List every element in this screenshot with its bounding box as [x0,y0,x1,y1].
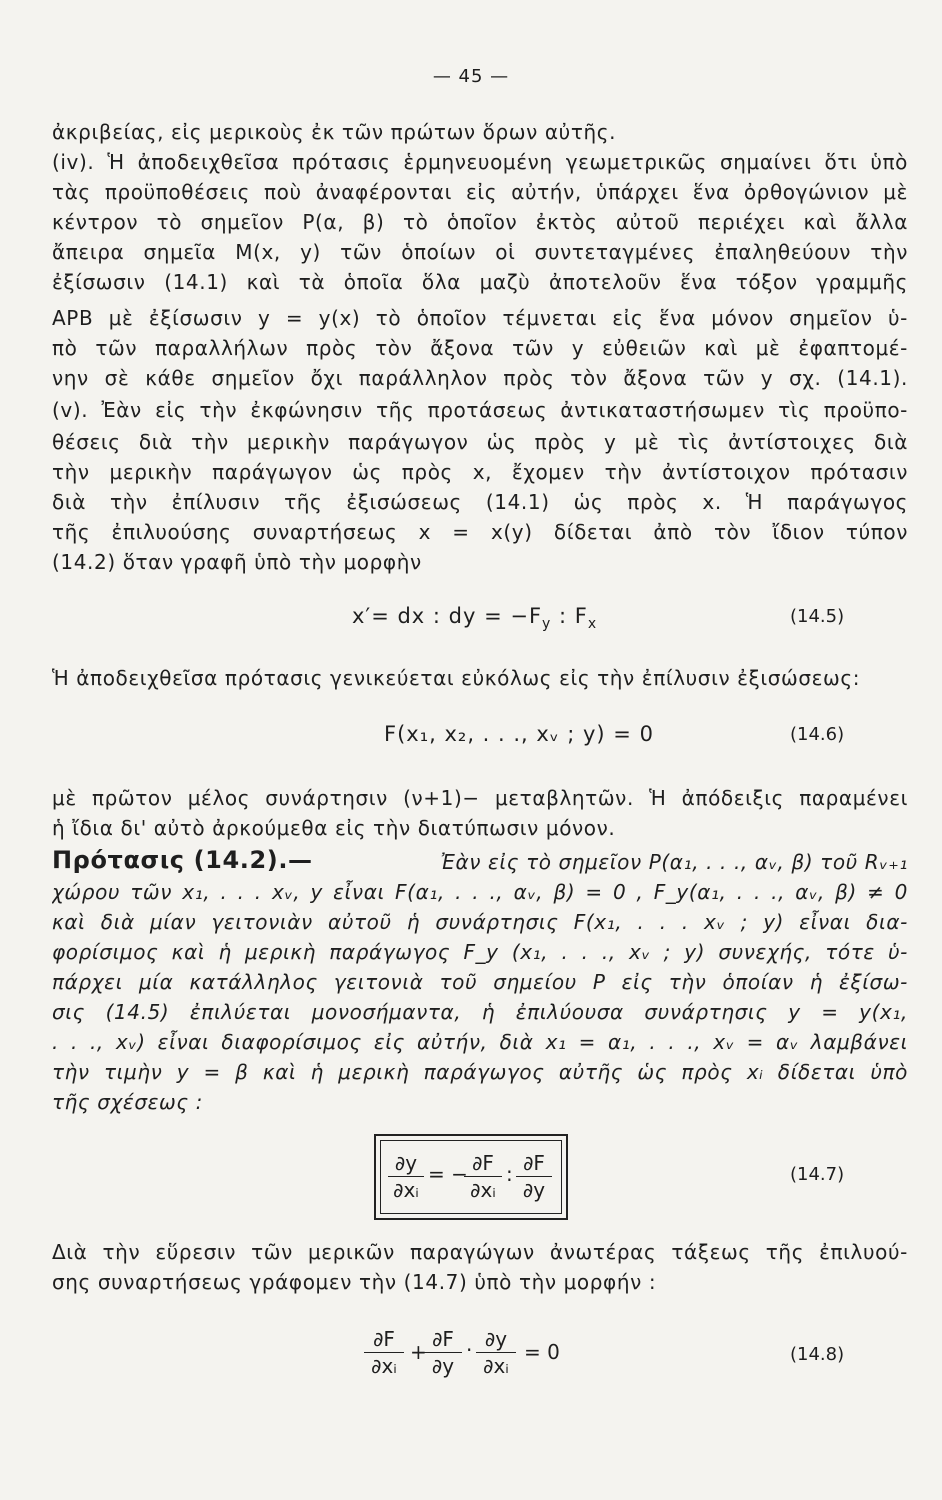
frac-numerator: ∂F [373,1327,395,1351]
eq-14-5-sub-y: y [542,616,552,633]
text-line: (iv). Ἡ ἀποδειχθεῖσα πρότασις ἑρμηνευομένη γεωμετρικῶς σημαίνει ὅτι ὑπὸ [52,150,908,174]
equals-minus: = − [428,1162,468,1186]
text-line: (v). Ἐὰν εἰς τὴν ἐκφώνησιν τῆς προτάσεως ἀντικαταστήσωμεν τὶς προϋπο- [52,398,908,422]
frac-numerator: ∂y [394,1151,418,1175]
equation-14-6: F(x₁, x₂, . . ., xᵥ ; y) = 0 [384,722,654,746]
frac-denominator: ∂xᵢ [388,1176,424,1203]
text-line: τῆς ἐπιλυούσης συναρτήσεως x = x(y) δίδεται ἀπὸ τὸν ἴδιον τύπον [52,520,908,544]
theorem-line: πάρχει μία κατάλληλος γειτονιὰ τοῦ σημείου P εἰς τὴν ὁποίαν ἡ ἐξίσω- [52,970,908,994]
text-line: κέντρον τὸ σημεῖον P(α, β) τὸ ὁποῖον ἐκτὸς αὐτοῦ περιέχει καὶ ἄλλα [52,210,908,234]
text-line: ἡ ἴδια δι' αὐτὸ ἀρκούμεθα εἰς τὴν διατύπωσιν μόνον. [52,816,616,840]
theorem-heading: Πρότασις (14.2).— [52,846,313,874]
fraction-dF-dy [424,1326,462,1379]
plus-operator: + [410,1340,427,1364]
text-line: μὲ πρῶτον μέλος συνάρτησιν (ν+1)− μεταβλητῶν. Ἡ ἀπόδειξις παραμένει [52,786,908,810]
fraction-dF-dy [516,1150,552,1203]
text-line: πὸ τῶν παραλλήλων πρὸς τὸν ἄξονα τῶν y εὐθειῶν καὶ μὲ ἐφαπτομέ- [52,336,908,360]
equation-14-5 [352,604,597,632]
text-line: ἀκριβείας, εἰς μερικοὺς ἐκ τῶν πρώτων ὅρων αὐτῆς. [52,120,617,144]
fraction-dy-dxi [476,1326,516,1379]
fraction-dy-dxi [388,1150,424,1203]
text-line: διὰ τὴν ἐπίλυσιν τῆς ἐξισώσεως (14.1) ὡς πρὸς x. Ἡ παράγωγος [52,490,908,514]
text-line: θέσεις διὰ τὴν μερικὴν παράγωγον ὡς πρὸς y μὲ τὶς ἀντίστοιχες διὰ [52,430,908,454]
equation-label: (14.8) [790,1344,845,1365]
theorem-line: καὶ διὰ μίαν γειτονιὰν αὐτοῦ ἡ συνάρτησις F(x₁, . . . xᵥ ; y) εἶναι δια- [52,910,908,934]
theorem-line: φορίσιμος καὶ ἡ μερικὴ παράγωγος F_y (x₁, . . ., xᵥ ; y) συνεχής, τότε ὑ- [52,940,908,964]
equation-label: (14.7) [790,1164,845,1185]
colon-operator: : [506,1162,513,1186]
equation-label: (14.6) [790,724,845,745]
frac-denominator: ∂xᵢ [364,1352,404,1379]
frac-denominator: ∂y [424,1352,462,1379]
text-line: σης συναρτήσεως γράφομεν τὴν (14.7) ὑπὸ τὴν μορφήν : [52,1270,657,1294]
frac-numerator: ∂F [432,1327,454,1351]
fraction-dF-dxi [464,1150,502,1203]
frac-denominator: ∂xᵢ [476,1352,516,1379]
equals-zero: = 0 [524,1340,560,1364]
text-line: APB μὲ ἐξίσωσιν y = y(x) τὸ ὁποῖον τέμνεται εἰς ἕνα μόνον σημεῖον ὑ- [52,306,908,330]
text-line: νην σὲ κάθε σημεῖον ὄχι παράλληλον πρὸς τὸν ἄξονα τῶν y σχ. (14.1). [52,366,908,390]
dot-operator: · [466,1338,473,1362]
frac-numerator: ∂F [523,1151,545,1175]
text-line: ἐξίσωσιν (14.1) καὶ τὰ ὁποῖα ὅλα μαζὺ ἀποτελοῦν ἕνα τόξον γραμμῆς [52,270,908,294]
text-line: Διὰ τὴν εὕρεσιν τῶν μερικῶν παραγώγων ἀνωτέρας τάξεως τῆς ἐπιλυού- [52,1240,908,1264]
theorem-line: χώρου τῶν x₁, . . . xᵥ, y εἶναι F(α₁, . . ., αᵥ, β) = 0 , F_y(α₁, . . ., αᵥ, β) ≠ 0 [52,880,908,904]
theorem-line: . . ., xᵥ) εἶναι διαφορίσιμος εἰς αὐτήν, διὰ x₁ = α₁, . . ., xᵥ = αᵥ λαμβάνει [52,1030,908,1054]
frac-numerator: ∂F [472,1151,494,1175]
boxed-equation-14-7 [374,1134,568,1220]
theorem-line: τῆς σχέσεως : [52,1090,204,1114]
fraction-dF-dxi [364,1326,404,1379]
eq-14-5-mid: : F [551,604,588,628]
theorem-line: σις (14.5) ἐπιλύεται μονοσήμαντα, ἡ ἐπιλύουσα συνάρτησις y = y(x₁, [52,1000,908,1024]
text-line: τὴν μερικὴν παράγωγον ὡς πρὸς x, ἔχομεν τὴν ἀντίστοιχον πρότασιν [52,460,908,484]
frac-denominator: ∂xᵢ [464,1176,502,1203]
eq-14-5-sub-x: x [587,616,598,633]
equation-label: (14.5) [790,606,845,627]
text-line: Ἡ ἀποδειχθεῖσα πρότασις γενικεύεται εὐκόλως εἰς τὴν ἐπίλυσιν ἐξισώσεως: [52,666,861,690]
text-line: ἄπειρα σημεῖα M(x, y) τῶν ὁποίων οἱ συντεταγμένες ἐπαληθεύουν τὴν [52,240,908,264]
theorem-line: Ἐὰν εἰς τὸ σημεῖον P(α₁, . . ., αᵥ, β) τοῦ Rᵥ₊₁ [440,850,908,874]
theorem-line: τὴν τιμὴν y = β καὶ ἡ μερικὴ παράγωγος αὐτῆς ὡς πρὸς xᵢ δίδεται ὑπὸ [52,1060,908,1084]
text-line: (14.2) ὅταν γραφῆ ὑπὸ τὴν μορφὴν [52,550,422,574]
text-line: τὰς προϋποθέσεις ποὺ ἀναφέρονται εἰς αὐτήν, ὑπάρχει ἕνα ὀρθογώνιον μὲ [52,180,908,204]
frac-denominator: ∂y [516,1176,552,1203]
frac-numerator: ∂y [484,1327,508,1351]
eq-14-5-lhs: x′= dx : dy = −F [352,604,543,628]
page-number: — 45 — [432,66,510,87]
